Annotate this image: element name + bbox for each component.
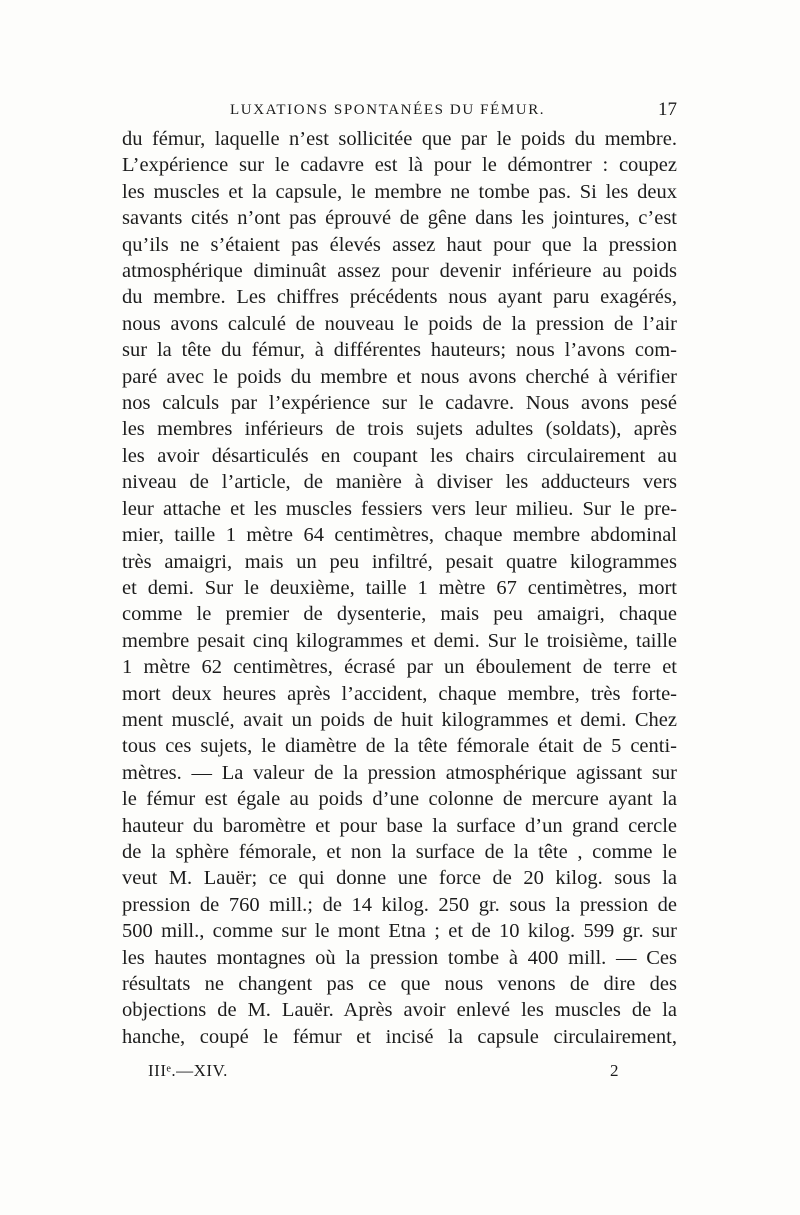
text-line: leur attache et les muscles fessiers vers leur milieu. Sur le pre- bbox=[122, 497, 677, 520]
text-line: mier, taille 1 mètre 64 centimètres, chaque membre abdominal bbox=[122, 524, 677, 547]
text-line: mètres. — La valeur de la pression atmosphérique agissant sur bbox=[122, 761, 677, 784]
text-line: savants cités n’ont pas éprouvé de gêne dans les jointures, c’est bbox=[122, 207, 677, 230]
text-line: membre pesait cinq kilogrammes et demi. Sur le troisième, taille bbox=[122, 629, 677, 652]
text-line: L’expérience sur le cadavre est là pour le démontrer : coupez bbox=[122, 154, 677, 177]
text-line: les avoir désarticulés en coupant les chairs circulairement au bbox=[122, 444, 677, 467]
text-line: hanche, coupé le fémur et incisé la capsule circulairement, bbox=[122, 1025, 677, 1048]
text-line: et demi. Sur le deuxième, taille 1 mètre 67 centimètres, mort bbox=[122, 576, 677, 599]
text-line: tous ces sujets, le diamètre de la tête fémorale était de 5 centi- bbox=[122, 735, 677, 758]
text-line: nos calculs par l’expérience sur le cadavre. Nous avons pesé bbox=[122, 392, 677, 415]
text-line: paré avec le poids du membre et nous avons cherché à vérifier bbox=[122, 365, 677, 388]
text-line: atmosphérique diminuât assez pour devenir inférieure au poids bbox=[122, 260, 677, 283]
text-line: le fémur est égale au poids d’une colonne de mercure ayant la bbox=[122, 788, 677, 811]
signature-mark: IIIᵉ.—XIV. bbox=[148, 1061, 228, 1080]
text-line: 500 mill., comme sur le mont Etna ; et de 10 kilog. 599 gr. sur bbox=[122, 920, 677, 943]
text-line: les membres inférieurs de trois sujets adultes (soldats), après bbox=[122, 418, 677, 441]
text-line: pression de 760 mill.; de 14 kilog. 250 gr. sous la pression de bbox=[122, 893, 677, 916]
body-text bbox=[122, 126, 677, 1050]
text-line: 1 mètre 62 centimètres, écrasé par un éboulement de terre et bbox=[122, 656, 677, 679]
text-line: sur la tête du fémur, à différentes hauteurs; nous l’avons com- bbox=[122, 339, 677, 362]
text-line: de la sphère fémorale, et non la surface de la tête , comme le bbox=[122, 840, 677, 863]
text-line: objections de M. Lauër. Après avoir enlevé les muscles de la bbox=[122, 999, 677, 1022]
text-line: veut M. Lauër; ce qui donne une force de 20 kilog. sous la bbox=[122, 867, 677, 890]
text-line: niveau de l’article, de manière à diviser les adducteurs vers bbox=[122, 471, 677, 494]
running-head bbox=[122, 98, 677, 122]
text-line: qu’ils ne s’étaient pas élevés assez haut pour que la pression bbox=[122, 233, 677, 256]
text-line: résultats ne changent pas ce que nous venons de dire des bbox=[122, 973, 677, 995]
text-line: mort deux heures après l’accident, chaque membre, très forte- bbox=[122, 682, 677, 705]
text-line: du membre. Les chiffres précédents nous ayant paru exagérés, bbox=[122, 286, 677, 309]
running-title: LUXATIONS SPONTANÉES DU FÉMUR. bbox=[230, 102, 546, 118]
signature-line bbox=[122, 1058, 677, 1084]
text-line: nous avons calculé de nouveau le poids de la pression de l’air bbox=[122, 312, 677, 335]
text-line: comme le premier de dysenterie, mais peu amaigri, chaque bbox=[122, 603, 677, 626]
sheet-number: 2 bbox=[610, 1061, 619, 1080]
text-line: les muscles et la capsule, le membre ne tombe pas. Si les deux bbox=[122, 180, 677, 203]
text-line: hauteur du baromètre et pour base la surface d’un grand cercle bbox=[122, 814, 677, 837]
text-line: très amaigri, mais un peu infiltré, pesait quatre kilogrammes bbox=[122, 550, 677, 573]
text-line: ment musclé, avait un poids de huit kilogrammes et demi. Chez bbox=[122, 708, 677, 731]
page-number: 17 bbox=[658, 99, 677, 120]
text-line: les hautes montagnes où la pression tombe à 400 mill. — Ces bbox=[122, 946, 677, 969]
text-line: du fémur, laquelle n’est sollicitée que par le poids du membre. bbox=[122, 128, 677, 150]
